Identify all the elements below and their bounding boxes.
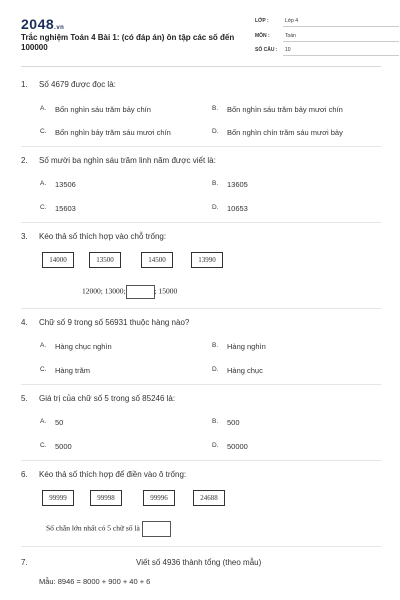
drag-tile[interactable]: 14000 [42,252,74,268]
question-text: Số 4679 được đọc là: [39,80,116,89]
option-text: Hàng chục [227,366,263,375]
option-text: Hàng chục nghìn [55,342,112,351]
option-letter: A. [40,180,47,187]
option-text: 50000 [227,442,248,451]
question-divider [21,222,381,223]
sentence-after: ; 15000 [154,286,178,296]
question-number: 7. [21,558,28,567]
sentence-before: 12000; 13000; [82,286,126,296]
meta-value: 10 [285,47,291,53]
option-text: Bốn nghìn sáu trăm bảy chín [55,105,151,114]
question-number: 2. [21,156,28,165]
question-divider [21,384,381,385]
worksheet-header [0,0,400,68]
site-logo[interactable] [21,16,64,32]
sentence-before: Số chẵn lớn nhất có 5 chữ số là [46,523,140,533]
fill-sentence [46,521,171,537]
drag-tile[interactable]: 99996 [143,490,175,506]
question-text: Giá trị của chữ số 5 trong số 85246 là: [39,394,176,403]
option-letter: C. [40,128,47,135]
option-letter: B. [212,418,219,425]
option-text: 15603 [55,204,76,213]
question-number: 3. [21,232,28,241]
drag-tile[interactable]: 99998 [90,490,122,506]
option-letter: D. [212,366,219,373]
question-number: 6. [21,470,28,479]
option-text: 10653 [227,204,248,213]
question-number: 4. [21,318,28,327]
drag-tile[interactable]: 13990 [191,252,223,268]
option-text: 50 [55,418,64,427]
question-number: 5. [21,394,28,403]
option-letter: A. [40,342,47,349]
question-divider [21,308,381,309]
option-letter: D. [212,442,219,449]
question-divider [21,146,381,147]
drop-zone[interactable] [126,285,155,299]
option-text: 500 [227,418,240,427]
option-text: 13605 [227,180,248,189]
meta-underline [283,26,399,27]
option-text: Hàng nghìn [227,342,266,351]
option-letter: B. [212,105,219,112]
question-text: Chữ số 9 trong số 56931 thuộc hàng nào? [39,318,190,327]
meta-key: MÔN : [255,33,270,39]
meta-value: Lớp 4 [285,18,299,24]
option-letter: A. [40,105,47,112]
header-divider [21,66,381,67]
fill-sentence [82,285,177,299]
question-text: Viết số 4936 thành tổng (theo mẫu) [136,558,262,567]
meta-key: LỚP : [255,18,269,24]
question-text: Số mười ba nghìn sáu trăm linh năm được viết là: [39,156,216,165]
question-text: Kéo thả số thích hợp vào chỗ trống: [39,232,167,241]
meta-key: SỐ CÂU : [255,47,278,53]
option-letter: C. [40,366,47,373]
example-text: Mẫu: 8946 = 8000 + 900 + 40 + 6 [39,577,151,586]
drop-zone[interactable] [142,521,171,537]
option-text: Hàng trăm [55,366,91,375]
question-divider [21,546,381,547]
logo-suffix: .vn [54,25,65,31]
option-letter: C. [40,442,47,449]
option-text: Bốn nghìn chín trăm sáu mươi bảy [227,128,343,137]
logo-text: 2048 [21,16,55,32]
option-text: Bốn nghìn sáu trăm bảy mươi chín [227,105,343,114]
drag-tile[interactable]: 24688 [193,490,225,506]
meta-value: Toán [285,33,296,39]
option-letter: D. [212,128,219,135]
question-number: 1. [21,80,28,89]
worksheet-title: Trắc nghiệm Toán 4 Bài 1: (có đáp án) ôn tập các số đến 100000 [21,33,235,52]
option-text: 13506 [55,180,76,189]
option-letter: D. [212,204,219,211]
drag-tile[interactable]: 14500 [141,252,173,268]
question-text: Kéo thả số thích hợp để điền vào ô trống: [39,470,187,479]
option-text: Bốn nghìn bảy trăm sáu mươi chín [55,128,171,137]
option-letter: B. [212,342,219,349]
drag-tile[interactable]: 99999 [42,490,74,506]
option-letter: B. [212,180,219,187]
meta-underline [283,55,399,56]
option-text: 5000 [55,442,72,451]
drag-tile[interactable]: 13500 [89,252,121,268]
question-divider [21,460,381,461]
meta-underline [283,41,399,42]
option-letter: C. [40,204,47,211]
option-letter: A. [40,418,47,425]
